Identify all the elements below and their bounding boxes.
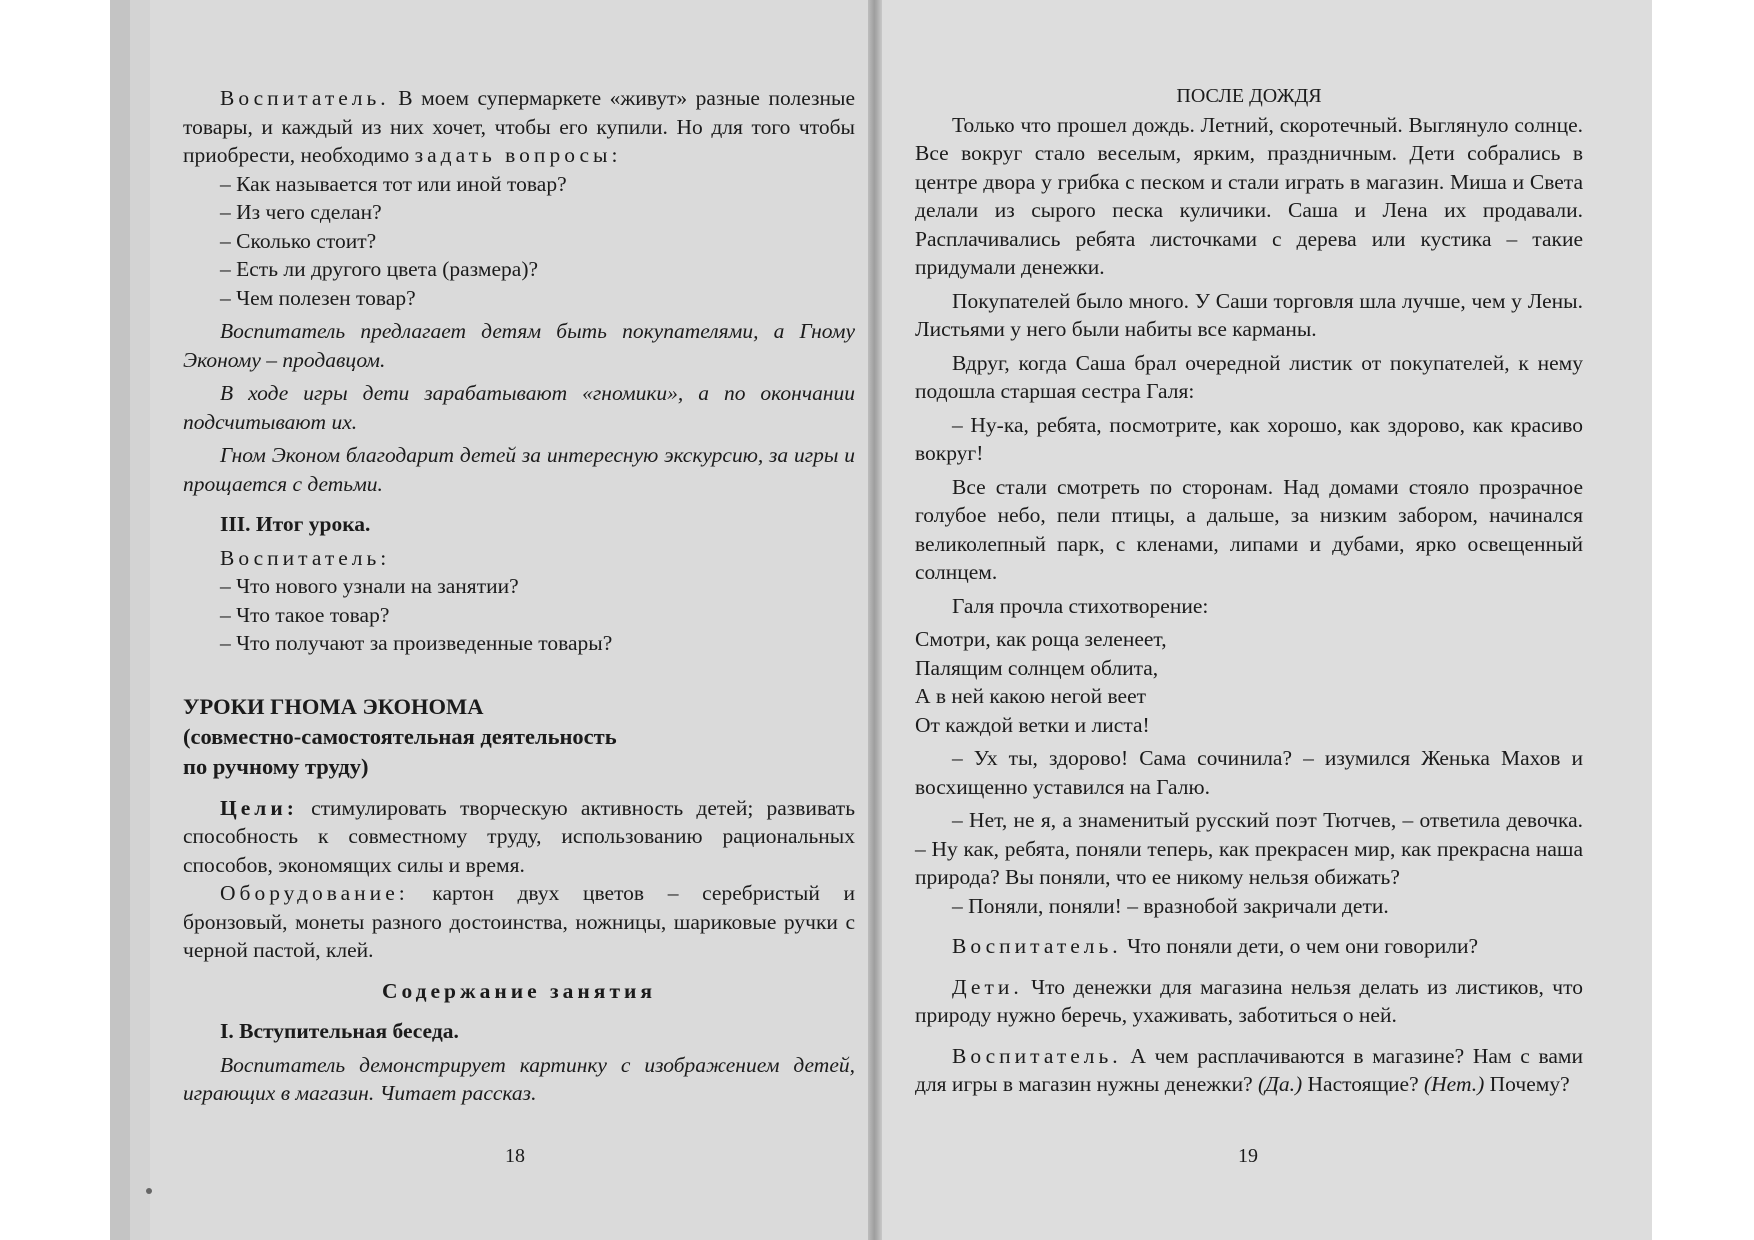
intro-paragraph: Воспитатель. В моем супермаркете «живут» разные полезные товары, и каждый из них хочет, чтобы его купили. Но для того чтобы приобрести, необходимо задать вопросы: <box>183 86 855 167</box>
story-paragraph: – Ну-ка, ребята, посмотрите, как хорошо, как здорово, как красиво вокруг! <box>915 412 1583 465</box>
poem-line: А в ней какою негой веет <box>915 684 1147 708</box>
story-title: ПОСЛЕ ДОЖДЯ <box>1176 85 1322 107</box>
book-gutter <box>868 0 882 1240</box>
exchange-paragraph: Воспитатель. А чем расплачиваются в магазине? Нам с вами для игры в магазин нужны денежки? (Да.) Настоящие? (Нет.) Почему? <box>915 1043 1583 1096</box>
question-line: – Что нового узнали на занятии? <box>220 574 519 598</box>
left-page-text <box>183 84 855 1108</box>
speaker-label: Воспитатель. <box>952 1043 1122 1068</box>
question-line: – Что получают за произведенные товары? <box>220 631 613 655</box>
question-line: – Чем полезен товар? <box>220 285 416 310</box>
story-paragraph: Покупателей было много. У Саши торговля шла лучше, чем у Лены. Листьями у него были набиты все карманы. <box>915 288 1583 341</box>
story-paragraph: Галя прочла стихотворение: <box>952 593 1209 618</box>
right-page-text <box>915 82 1583 1099</box>
dialogue-line: – Ух ты, здорово! Сама сочинила? – изумился Женька Махов и восхищенно уставился на Галю. <box>915 746 1583 799</box>
poem-line: Палящим солнцем облита, <box>915 655 1159 680</box>
lesson-subtitle: по ручному труду) <box>183 753 369 779</box>
content-heading: Содержание занятия <box>381 978 657 1003</box>
speaker-label: Воспитатель: <box>220 545 391 570</box>
story-paragraph: Только что прошел дождь. Летний, скоротечный. Выглянуло солнце. Все вокруг стало веселым, ярким, праздничным. Дети собрались в центре двора у грибка с песком и стали играть в магазин. Миша и Света делали из сырого песка куличики. Саша и Лена их продавали. Расплачивались ребята листочками с дерева или кустика – такие придумали денежки. <box>915 112 1583 279</box>
summary-heading: III. Итог урока. <box>220 512 371 536</box>
question-line: – Как называется тот или иной товар? <box>220 171 567 196</box>
dialogue-line: – Нет, не я, а знаменитый русский поэт Тютчев, – ответила девочка. – Ну как, ребята, поняли теперь, как прекрасен мир, как прекрасна наша природа? Вы поняли, что ее никому нельзя обижать? <box>915 808 1583 889</box>
question-line: – Что такое товар? <box>220 602 390 627</box>
scan-speck <box>146 1188 152 1194</box>
poem-line: Смотри, как роща зеленеет, <box>915 627 1167 651</box>
stage-direction: Воспитатель демонстрирует картинку с изображением детей, играющих в магазин. Читает рассказ. <box>183 1052 855 1105</box>
goals-label: Цели: <box>220 795 298 820</box>
speaker-label: Воспитатель. <box>220 86 390 110</box>
question-line: – Из чего сделан? <box>220 200 382 224</box>
stage-direction: Воспитатель предлагает детям быть покупателями, а Гному Эконому – продавцом. <box>183 319 855 372</box>
dialogue-line: – Поняли, поняли! – вразнобой закричали дети. <box>952 893 1389 918</box>
story-paragraph: Вдруг, когда Саша брал очередной листик от покупателей, к нему подошла старшая сестра Галя: <box>915 350 1583 403</box>
part-heading: I. Вступительная беседа. <box>220 1019 459 1043</box>
exchange-paragraph: Воспитатель. Что поняли дети, о чем они говорили? <box>952 934 1479 958</box>
goals-paragraph: Цели: стимулировать творческую активность детей; развивать способность к совместному труду, использованию рациональных способов, экономящих силы и время. <box>183 795 855 877</box>
question-line: – Есть ли другого цвета (размера)? <box>220 257 539 281</box>
page-number-right: 19 <box>1238 1145 1258 1167</box>
scan-left-edge <box>110 0 130 1240</box>
lesson-subtitle: (совместно-самостоятельная деятельность <box>183 723 617 749</box>
equipment-paragraph: Оборудование: картон двух цветов – серебристый и бронзовый, монеты разного достоинства, ножницы, шариковые ручки с черной пастой, клей. <box>183 881 855 962</box>
question-line: – Сколько стоит? <box>220 228 377 253</box>
story-paragraph: Все стали смотреть по сторонам. Над домами стояло прозрачное голубое небо, пели птицы, а дальше, за низким забором, начинался великолепный парк, с кленами, липами и дубами, ярко освещенный солнцем. <box>915 474 1583 584</box>
speaker-label: Дети. <box>952 974 1023 999</box>
poem-line: От каждой ветки и листа! <box>915 712 1150 737</box>
lesson-title: УРОКИ ГНОМА ЭКОНОМА <box>183 693 484 719</box>
speaker-label: Воспитатель. <box>952 934 1122 958</box>
exchange-paragraph: Дети. Что денежки для магазина нельзя делать из листиков, что природу нужно беречь, ухаживать, заботиться о ней. <box>915 974 1583 1027</box>
page-number-left: 18 <box>505 1145 525 1167</box>
stage-direction: В ходе игры дети зарабатывают «гномики», а по окончании подсчитывают их. <box>183 381 855 434</box>
stage-direction: Гном Эконом благодарит детей за интересную экскурсию, за игры и прощается с детьми. <box>183 443 855 496</box>
equipment-label: Оборудование: <box>220 881 409 905</box>
